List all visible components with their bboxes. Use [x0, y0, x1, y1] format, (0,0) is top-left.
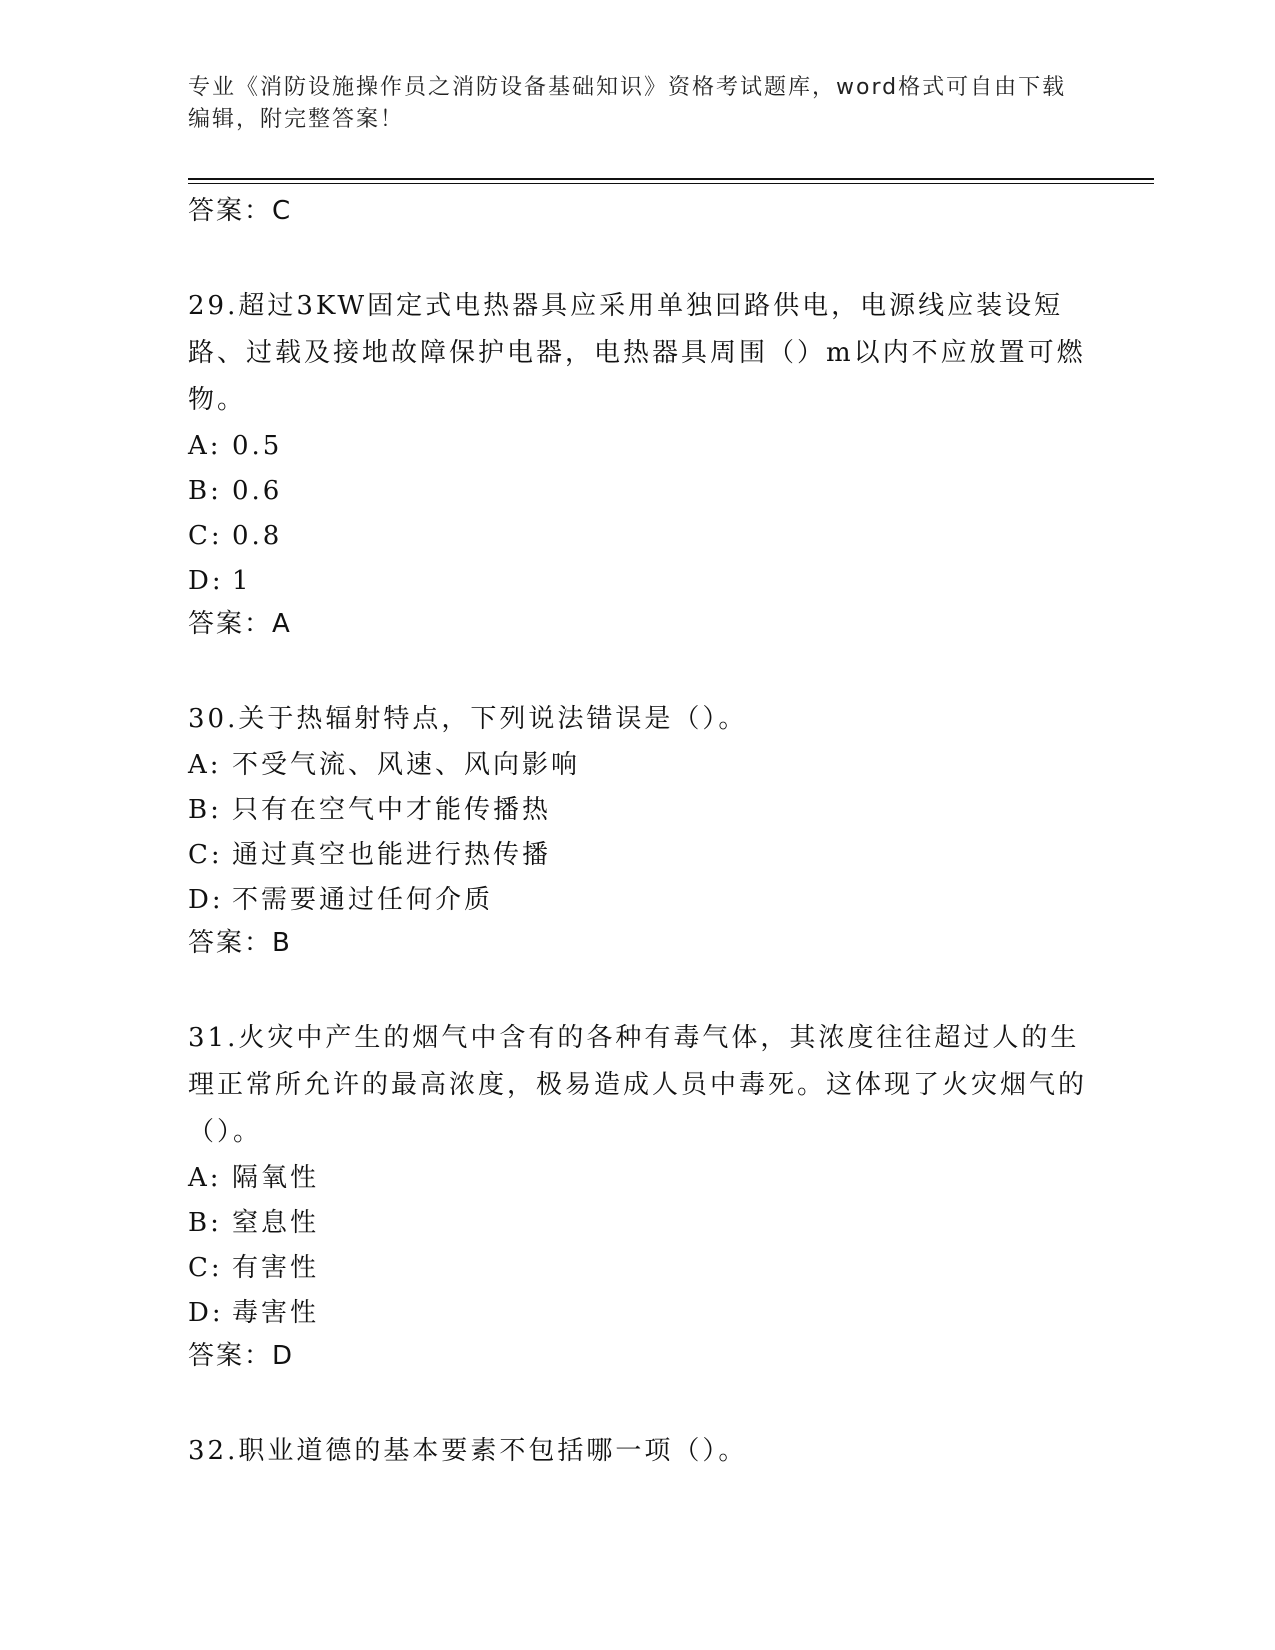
- option-text: 0.5: [232, 431, 283, 461]
- question-stem: 29.超过3KW固定式电热器具应采用单独回路供电，电源线应装设短路、过载及接地故障保护电器，电热器具周围（）m以内不应放置可燃物。: [188, 291, 1086, 415]
- question-30: [188, 696, 1088, 968]
- question-stem: 32.职业道德的基本要素不包括哪一项（）。: [188, 1436, 748, 1466]
- option-label: B:: [188, 1208, 222, 1238]
- spacer: [188, 649, 1088, 696]
- header-rule-thin: [188, 183, 1154, 184]
- option-label: D:: [188, 1298, 224, 1328]
- option-text: 0.6: [232, 476, 283, 506]
- option-b: [188, 1201, 1088, 1246]
- option-c: [188, 833, 1088, 878]
- question-list: [188, 191, 1088, 1475]
- option-label: C:: [188, 521, 223, 551]
- spacer: [188, 236, 1088, 283]
- answer: 答案：B: [188, 928, 292, 958]
- question-stem: 30.关于热辐射特点，下列说法错误是（）。: [188, 704, 748, 734]
- header-rule-thick: [188, 178, 1154, 180]
- answer: 答案：A: [188, 609, 292, 639]
- option-d: [188, 559, 1088, 604]
- answer: 答案：D: [188, 1341, 295, 1371]
- option-text: 有害性: [232, 1253, 320, 1283]
- option-label: D:: [188, 885, 224, 915]
- option-d: [188, 878, 1088, 923]
- option-label: A:: [188, 750, 222, 780]
- answer-previous: 答案：C: [188, 196, 293, 226]
- question-29: [188, 283, 1088, 649]
- option-text: 窒息性: [232, 1208, 320, 1238]
- option-text: 只有在空气中才能传播热: [232, 795, 552, 825]
- option-label: B:: [188, 795, 222, 825]
- option-c: [188, 1246, 1088, 1291]
- option-label: D:: [188, 566, 224, 596]
- option-c: [188, 514, 1088, 559]
- option-text: 毒害性: [232, 1298, 320, 1328]
- option-label: B:: [188, 476, 222, 506]
- option-text: 0.8: [232, 521, 283, 551]
- spacer: [188, 968, 1088, 1015]
- option-label: C:: [188, 1253, 223, 1283]
- option-text: 隔氧性: [232, 1163, 320, 1193]
- question-stem: 31.火灾中产生的烟气中含有的各种有毒气体，其浓度往往超过人的生理正常所允许的最高浓度，极易造成人员中毒死。这体现了火灾烟气的（）。: [188, 1023, 1088, 1147]
- option-label: A:: [188, 1163, 222, 1193]
- option-a: [188, 1156, 1088, 1201]
- document-header: 专业《消防设施操作员之消防设备基础知识》资格考试题库，word格式可自由下载编辑，附完整答案！: [188, 75, 1067, 132]
- option-a: [188, 424, 1088, 469]
- question-31: [188, 1015, 1088, 1381]
- option-text: 1: [232, 566, 252, 596]
- option-label: A:: [188, 431, 222, 461]
- question-32: [188, 1428, 1088, 1475]
- spacer: [188, 1381, 1088, 1428]
- option-text: 不需要通过任何介质: [232, 885, 494, 915]
- option-text: 不受气流、风速、风向影响: [232, 750, 581, 780]
- option-d: [188, 1291, 1088, 1336]
- option-label: C:: [188, 840, 223, 870]
- option-text: 通过真空也能进行热传播: [232, 840, 552, 870]
- option-a: [188, 743, 1088, 788]
- option-b: [188, 469, 1088, 514]
- option-b: [188, 788, 1088, 833]
